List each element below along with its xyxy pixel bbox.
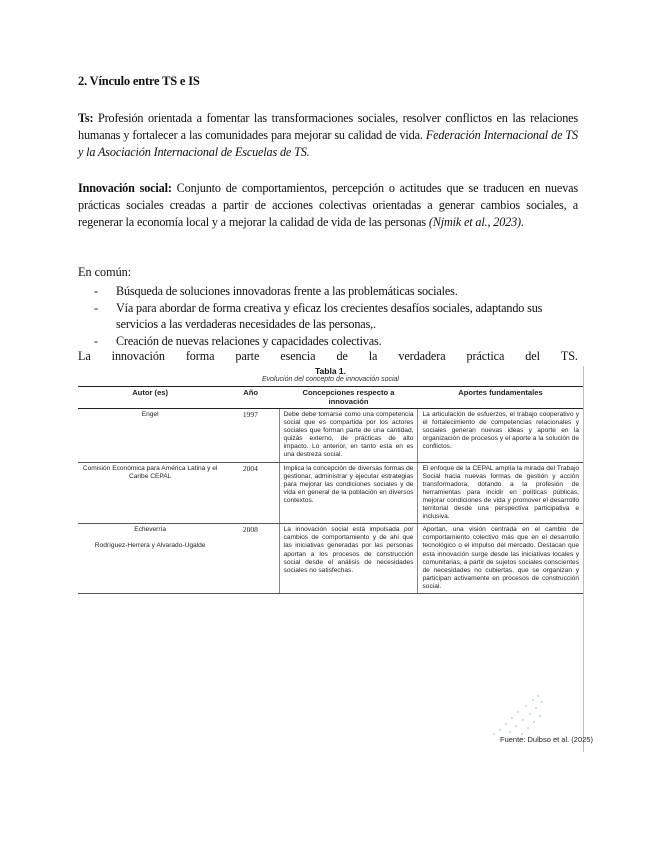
common-title: En común: xyxy=(78,265,132,279)
header-aport: Aportes fundamentales xyxy=(418,387,583,409)
dash-bullet: - xyxy=(94,300,98,315)
cell-concept: Debe debe tomarse como una competencia social que es compartida por los actores sociales que forman parte de una cantidad, quizás externo, de prácticas de alto impacto. Lo anterior, en tanto esta en es una destreza social. xyxy=(279,409,418,463)
table-row xyxy=(78,462,583,524)
cell-aport: La articulación de esfuerzos, el trabajo cooperativo y el fortalecimiento de competencias relacionales y sociales generan nuevas ideas y aporte en la organización de procesos y el aporte a la solución de conflictos. xyxy=(418,409,583,463)
innovation-text: Conjunto de comportamientos, percepción o actitudes que se traducen en nuevas prácticas sociales creadas a partir de acciones colectivas orientadas a generar cambios sociales, a regenerar la economía local y a mejorar la calidad de vida de las personas xyxy=(78,181,578,229)
ts-definition xyxy=(78,110,578,161)
cell-aport: Aportan, una visión centrada en el cambio de comportamiento colectivo más que en el desarrollo tecnológico o el impulso del mercado. Destacan que esta innovación surge desde las iniciativas locales y comunitarias, a partir de sujetos sociales conscientes de necesidades no cubiertas, que se organizan y participan activamente en procesos de construcción social. xyxy=(418,524,583,594)
author-primary: Echeverría xyxy=(134,526,167,534)
ts-text: Profesión orientada a fomentar las transformaciones sociales, resolver conflictos en las relaciones humanas y fortalecer a las comunidades para mejorar su calidad de vida. xyxy=(78,111,578,142)
cell-year: 1997 xyxy=(222,409,279,463)
header-concept: Concepciones respecto a innovación xyxy=(279,387,418,409)
cell-concept: La innovación social está impulsada por cambios de comportamiento y de ahí que las iniciativas generadas por las personas aportan a los procesos de construcción social desde el análisis de necesidades sociales no satisfechas. xyxy=(279,524,418,594)
cell-author: Engel xyxy=(78,409,222,463)
innovation-definition xyxy=(78,180,578,231)
evolution-table xyxy=(78,386,583,594)
table-row xyxy=(78,524,583,594)
header-year: Año xyxy=(222,387,279,409)
ts-citation: Federación Internacional de TS y la Asociación Internacional de Escuelas de TS. xyxy=(78,128,578,159)
dash-bullet: - xyxy=(94,333,98,348)
cell-aport: El enfoque de la CEPAL amplía la mirada del Trabajo Social hacia nuevas formas de gestión y acción transformadora, dotando a la profesión de herramientas para incidir en políticas públicas, mejorar condiciones de vida y promover el desarrollo territorial desde una perspectiva participativa e inclusiva. xyxy=(418,462,583,524)
dash-bullet: - xyxy=(94,284,98,298)
cell-year: 2008 xyxy=(222,524,279,594)
table-subtitle: Evolución del concepto de innovación social xyxy=(262,376,399,383)
innovation-label: Innovación social: xyxy=(78,181,172,195)
author-secondary: Rodríguez-Herrera y Alvarado-Ugalde xyxy=(94,542,206,550)
cell-year: 2004 xyxy=(222,462,279,524)
list-item: - Creación de nuevas relaciones y capacidades colectivas. xyxy=(94,333,382,348)
table-title: Tabla 1. xyxy=(314,366,347,376)
table-header-row xyxy=(78,387,583,409)
list-item: - Búsqueda de soluciones innovadoras frente a las problemáticas sociales. xyxy=(94,284,458,298)
table-row xyxy=(78,409,583,463)
decorative-dot-pattern xyxy=(478,690,548,740)
table-source: Fuente: Dulbso et al. (2025) xyxy=(500,735,593,744)
closing-sentence: La innovación forma parte esencia de la verdadera práctica del TS. xyxy=(78,349,578,363)
header-author: Autor (es) xyxy=(78,387,222,409)
cell-author: Comisión Económica para América Latina y el Caribe CEPAL xyxy=(78,462,222,524)
common-list xyxy=(78,283,578,349)
cell-author xyxy=(78,524,222,594)
cell-concept: Implica la concepción de diversas formas de gestionar, administrar y ejecutar estrategias para mejorar las condiciones sociales y de vida en general de la población en diversos contextos. xyxy=(279,462,418,524)
innovation-citation: (Njmik et al., 2023). xyxy=(428,215,524,229)
list-item: - Vía para abordar de forma creativa y eficaz los crecientes desafíos sociales, adaptando sus servicios a las verdaderas necesidades de las personas,. xyxy=(94,300,543,331)
ts-label: Ts: xyxy=(78,111,94,125)
section-heading: 2. Vínculo entre TS e IS xyxy=(78,74,200,88)
